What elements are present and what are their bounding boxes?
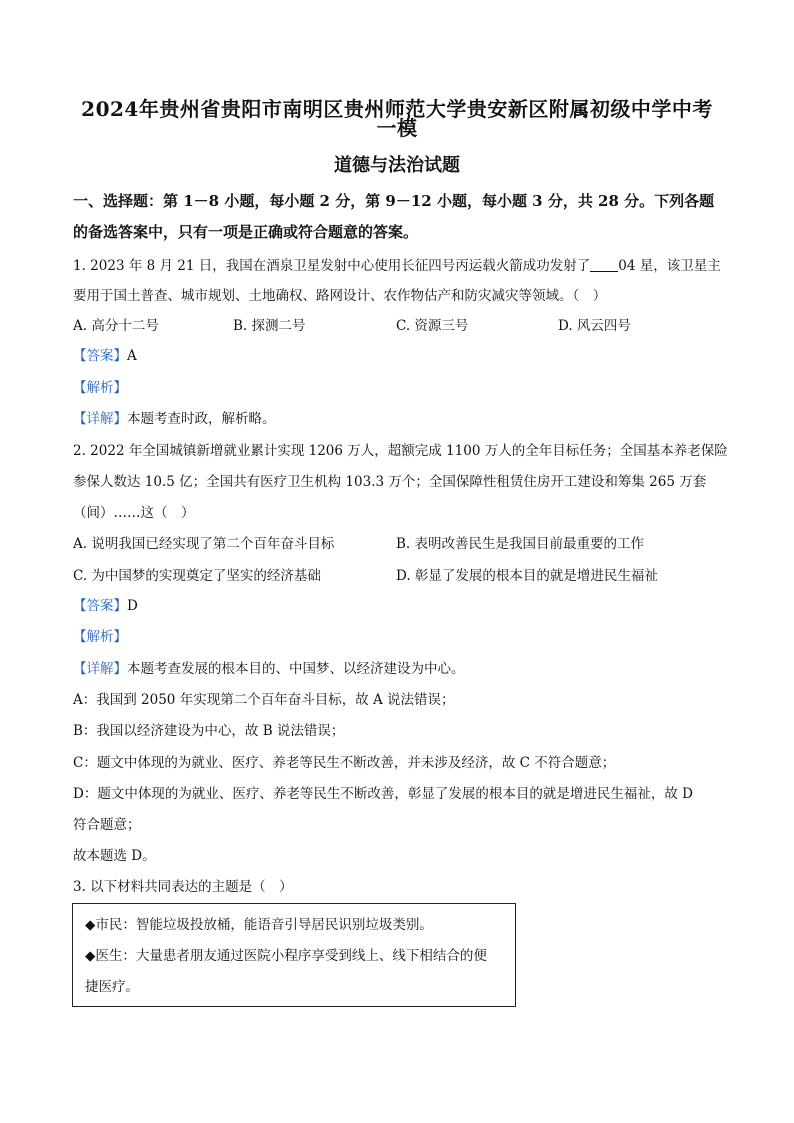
q2-stem-line1: 2. 2022 年全国城镇新增就业累计实现 1206 万人，超额完成 1100 万人的全年目标任务；全国基本养老保险	[73, 443, 728, 459]
q2-conclusion: 故本题选 D。	[73, 848, 156, 864]
q1-answer	[73, 346, 733, 366]
q3-material-box	[72, 903, 516, 1007]
q2-option-a: A. 说明我国已经实现了第二个百年奋斗目标	[73, 536, 335, 552]
q1-stem-part-b: 04 星，该卫星主	[618, 258, 721, 274]
q1-analysis	[73, 378, 733, 398]
q1-stem-line2: 要用于国土普查、城市规划、土地确权、路网设计、农作物估产和防灾减灾等领域。（ ）	[73, 288, 607, 304]
q1-detail	[73, 409, 733, 429]
q1-option-c: C. 资源三号	[396, 318, 469, 334]
exam-title-line1: 2024年贵州省贵阳市南明区贵州师范大学贵安新区附属初级中学中考	[81, 97, 713, 121]
answer-label: 【答案】	[73, 348, 127, 364]
q2-explain-c: C：题文中体现的为就业、医疗、养老等民生不断改善，并未涉及经济，故 C 不符合题意；	[73, 755, 616, 771]
q2-answer	[73, 596, 733, 616]
q2-stem-line3: （间）……这（ ）	[73, 505, 195, 521]
exam-title-line2: 一模	[376, 116, 418, 140]
q2-option-b: B. 表明改善民生是我国目前最重要的工作	[396, 536, 645, 552]
q2-stem-line2: 参保人数达 10.5 亿；全国共有医疗卫生机构 103.3 万个；全国保障性租赁住房开工建设和筹集 265 万套	[73, 474, 707, 490]
answer-value: D	[127, 598, 138, 614]
q3-material-doctor-line2: 捷医疗。	[85, 979, 139, 995]
analysis-label: 【解析】	[73, 629, 127, 645]
q2-analysis	[73, 627, 733, 647]
q2-explain-a: A：我国到 2050 年实现第二个百年奋斗目标，故 A 说法错误；	[73, 692, 455, 708]
q2-detail	[73, 659, 733, 679]
detail-text: 本题考查时政，解析略。	[127, 411, 276, 427]
detail-text: 本题考查发展的根本目的、中国梦、以经济建设为中心。	[127, 661, 465, 677]
answer-label: 【答案】	[73, 598, 127, 614]
q1-stem-line1	[73, 256, 733, 276]
q1-option-a: A. 高分十二号	[73, 318, 159, 334]
q1-option-b: B. 探测二号	[233, 318, 306, 334]
q2-explain-d-line1: D：题文中体现的为就业、医疗、养老等民生不断改善，彰显了发展的根本目的就是增进民生福祉，故 D	[73, 786, 693, 802]
detail-label: 【详解】	[73, 661, 127, 677]
q2-option-c: C. 为中国梦的实现奠定了坚实的经济基础	[73, 568, 321, 584]
q2-option-d: D. 彰显了发展的根本目的就是增进民生福祉	[396, 568, 658, 584]
section-heading-line2: 的备选答案中，只有一项是正确或符合题意的答案。	[73, 223, 419, 241]
section-heading-line1: 一、选择题：第 1－8 小题，每小题 2 分，第 9－12 小题，每小题 3 分，共 28 分。下列各题	[73, 192, 715, 210]
detail-label: 【详解】	[73, 411, 127, 427]
q2-explain-d-line2: 符合题意；	[73, 817, 141, 833]
q1-answer-blank	[590, 257, 618, 272]
q2-explain-b: B：我国以经济建设为中心，故 B 说法错误；	[73, 723, 345, 739]
q3-material-citizen: ◆市民：智能垃圾投放桶，能语音引导居民识别垃圾类别。	[85, 917, 433, 933]
answer-value: A	[127, 348, 137, 364]
q3-material-doctor-line1: ◆医生：大量患者朋友通过医院小程序享受到线上、线下相结合的便	[85, 948, 487, 964]
q3-stem: 3. 以下材料共同表达的主题是（ ）	[73, 879, 293, 895]
analysis-label: 【解析】	[73, 380, 127, 396]
subject-title: 道德与法治试题	[334, 155, 460, 176]
q1-stem-part-a: 1. 2023 年 8 月 21 日，我国在酒泉卫星发射中心使用长征四号丙运载火箭成功发射了	[73, 258, 591, 274]
q1-option-d: D. 风云四号	[558, 318, 631, 334]
